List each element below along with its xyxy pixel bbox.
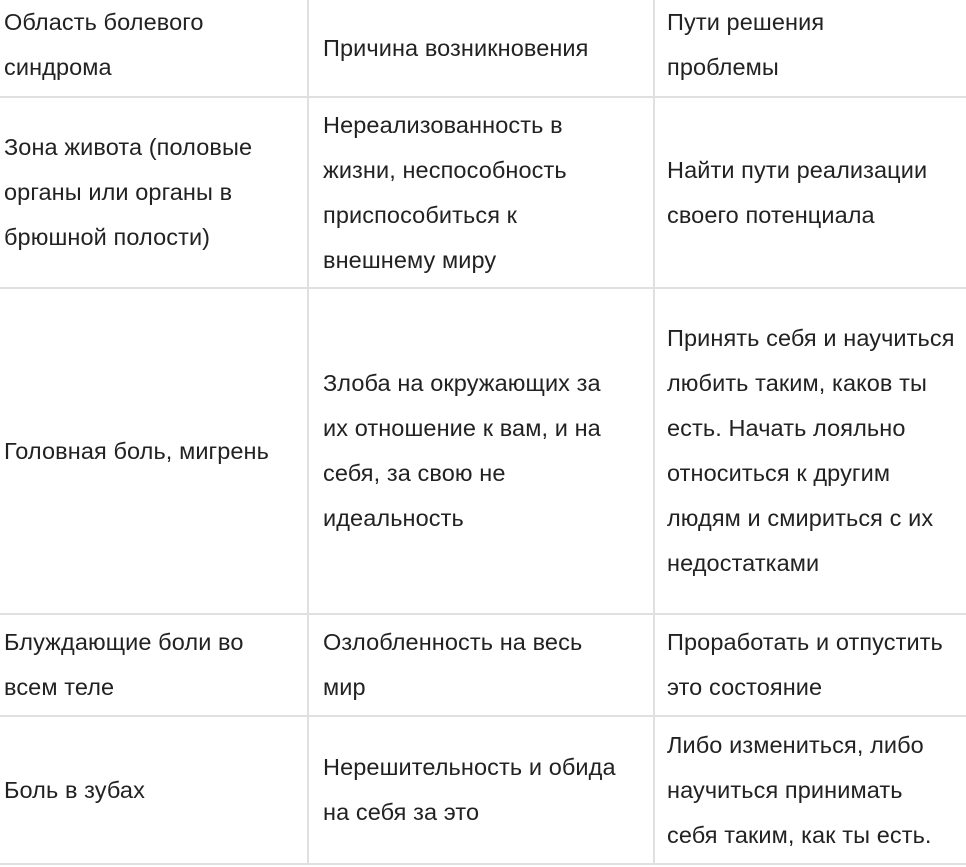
- table-cell-solution: [654, 614, 966, 716]
- cell-text: Нереализованность в жизни, неспособность приспособиться к внешнему миру: [323, 111, 567, 273]
- table-cell-cause: [308, 97, 654, 288]
- table-cell-area: [0, 716, 308, 864]
- cell-text: Зона живота (половые органы или органы в брюшной полости): [4, 134, 253, 250]
- cell-text: Озлобленность на весь мир: [323, 629, 583, 700]
- table-cell-solution: [654, 716, 966, 864]
- table-row: [0, 97, 966, 288]
- table-cell-cause: [308, 716, 654, 864]
- table-cell-solution: [654, 288, 966, 614]
- table-cell-cause: [308, 614, 654, 716]
- cell-text: Злоба на окружающих за их отношение к вам, и на себя, за свою не идеальность: [323, 370, 601, 531]
- header-solution-label: Пути решения проблемы: [667, 9, 825, 80]
- table-row: [0, 716, 966, 864]
- cell-text: Боль в зубах: [4, 776, 145, 803]
- table-row: [0, 614, 966, 716]
- table-cell-area: [0, 614, 308, 716]
- table-cell-area: [0, 97, 308, 288]
- cell-text: Проработать и отпустить это состояние: [667, 629, 943, 700]
- table-row: [0, 288, 966, 614]
- cell-text: Принять себя и научиться любить таким, каков ты есть. Начать лояльно относиться к другим людям и смириться с их недостатками: [667, 325, 955, 576]
- header-cause-label: Причина возникновения: [323, 34, 589, 61]
- cell-text: Найти пути реализации своего потенциала: [667, 156, 928, 228]
- table-cell-solution: [654, 97, 966, 288]
- header-area-label: Область болевого синдрома: [4, 9, 204, 80]
- header-cell-cause: [308, 0, 654, 97]
- cell-text: Нерешительность и обида на себя за это: [323, 754, 616, 825]
- table-header-row: [0, 0, 966, 97]
- cell-text: Блуждающие боли во всем теле: [4, 629, 244, 700]
- header-cell-solution: [654, 0, 966, 97]
- cell-text: Либо измениться, либо научиться принимать себя таким, как ты есть.: [667, 731, 932, 848]
- cell-text: Головная боль, мигрень: [4, 437, 269, 464]
- table-cell-area: [0, 288, 308, 614]
- header-cell-area: [0, 0, 308, 97]
- table-cell-cause: [308, 288, 654, 614]
